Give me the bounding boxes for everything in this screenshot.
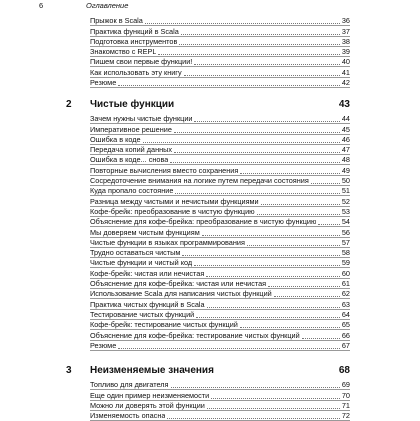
dot-leader bbox=[202, 234, 340, 236]
toc-entry-page: 37 bbox=[341, 26, 350, 36]
dot-leader bbox=[261, 203, 340, 205]
toc-entry-title: Объяснение для кофе-брейка: чистая или нечистая bbox=[90, 280, 267, 289]
chapter-heading[interactable] bbox=[66, 364, 350, 377]
toc-entry-page: 70 bbox=[341, 390, 350, 400]
toc-entry-page: 54 bbox=[341, 217, 350, 227]
toc-entry[interactable] bbox=[90, 299, 350, 309]
toc-entry-title: Тестирование чистых функций bbox=[90, 310, 195, 319]
toc-entry-page: 52 bbox=[341, 196, 350, 206]
toc-chapter-2 bbox=[90, 114, 350, 351]
dot-leader bbox=[194, 120, 339, 122]
toc-entry-title: Объяснение для кофе-брейка: преобразование в чистую функцию bbox=[90, 218, 317, 227]
toc-entry-title: Практика функций в Scala bbox=[90, 27, 179, 36]
dot-leader bbox=[211, 397, 340, 399]
dot-leader bbox=[257, 213, 340, 215]
toc-entry[interactable] bbox=[90, 16, 350, 26]
toc-chapter-3 bbox=[90, 380, 350, 421]
toc-entry-title: Резюме bbox=[90, 341, 117, 350]
toc-entry-page: 72 bbox=[341, 411, 350, 421]
toc-entry-page: 50 bbox=[341, 176, 350, 186]
toc-entry-title: Прыжок в Scala bbox=[90, 17, 143, 26]
dot-leader bbox=[174, 131, 340, 133]
toc-entry-title: Практика чистых функций в Scala bbox=[90, 300, 205, 309]
toc-entry-title: Использование Scala для написания чистых функций bbox=[90, 290, 272, 299]
toc-entry-title: Кофе-брейк: преобразование в чистую функцию bbox=[90, 207, 255, 216]
toc-entry-page: 61 bbox=[341, 279, 350, 289]
toc-entry[interactable] bbox=[90, 37, 350, 47]
toc-entry-title: Сосредоточение внимания на логике путем передачи состояния bbox=[90, 177, 309, 186]
dot-leader bbox=[118, 347, 340, 349]
toc-entry[interactable] bbox=[90, 186, 350, 196]
toc-entry-page: 51 bbox=[341, 186, 350, 196]
chapter-heading[interactable] bbox=[66, 98, 350, 111]
dot-leader bbox=[158, 53, 339, 55]
dot-leader bbox=[171, 386, 340, 388]
toc-entry[interactable] bbox=[90, 57, 350, 67]
page-number: 6 bbox=[39, 1, 44, 10]
dot-leader bbox=[175, 192, 340, 194]
toc-entry[interactable] bbox=[90, 155, 350, 165]
running-title: Оглавление bbox=[86, 1, 129, 10]
toc-entry[interactable] bbox=[90, 135, 350, 145]
toc-entry[interactable] bbox=[90, 145, 350, 155]
toc-entry-page: 69 bbox=[341, 380, 350, 390]
toc-entry-page: 56 bbox=[341, 227, 350, 237]
toc-entry[interactable] bbox=[90, 320, 350, 330]
chapter-number: 2 bbox=[66, 99, 72, 110]
toc-entry[interactable] bbox=[90, 330, 350, 340]
chapter-title: Чистые функции bbox=[90, 99, 175, 110]
dot-leader bbox=[207, 407, 340, 409]
dot-leader bbox=[194, 264, 340, 266]
toc-entry-page: 49 bbox=[341, 165, 350, 175]
toc-entry-page: 44 bbox=[341, 114, 350, 124]
toc-entry-page: 66 bbox=[341, 330, 350, 340]
toc-entry-page: 46 bbox=[341, 134, 350, 144]
toc-entry-title: Изменяемость опасна bbox=[90, 412, 166, 421]
toc-entry[interactable] bbox=[90, 289, 350, 299]
toc-entry-title: Подготовка инструментов bbox=[90, 37, 178, 46]
toc-entry[interactable] bbox=[90, 310, 350, 320]
dot-leader bbox=[240, 326, 340, 328]
toc-entry-title: Чистые функции и чистый код bbox=[90, 259, 193, 268]
toc-entry[interactable] bbox=[90, 411, 350, 421]
dot-leader bbox=[274, 295, 340, 297]
toc-entry[interactable] bbox=[90, 258, 350, 268]
toc-entry-page: 67 bbox=[341, 340, 350, 350]
toc-entry[interactable] bbox=[90, 390, 350, 400]
toc-entry-page: 45 bbox=[341, 124, 350, 134]
toc-entry[interactable] bbox=[90, 227, 350, 237]
dot-leader bbox=[143, 141, 340, 143]
chapter-page: 43 bbox=[338, 99, 350, 110]
dot-leader bbox=[206, 275, 340, 277]
toc-entry-page: 48 bbox=[341, 155, 350, 165]
page-header bbox=[0, 2, 420, 11]
dot-leader bbox=[181, 33, 340, 35]
chapter-title: Неизменяемые значения bbox=[90, 365, 214, 376]
toc-entry-title: Куда пропало состояние bbox=[90, 187, 174, 196]
toc-entry[interactable] bbox=[90, 401, 350, 411]
dot-leader bbox=[302, 337, 340, 339]
toc-entry-title: Кофе-брейк: тестирование чистых функций bbox=[90, 321, 238, 330]
dot-leader bbox=[207, 306, 340, 308]
toc-entry-page: 47 bbox=[341, 145, 350, 155]
toc-entry-title: Топливо для двигателя bbox=[90, 381, 169, 390]
toc-entry[interactable] bbox=[90, 238, 350, 248]
toc-entry-title: Как использовать эту книгу bbox=[90, 68, 182, 77]
toc-entry-title: Резюме bbox=[90, 79, 117, 88]
toc-entry-page: 58 bbox=[341, 248, 350, 258]
toc-entry[interactable] bbox=[90, 114, 350, 124]
chapter-page: 68 bbox=[338, 365, 350, 376]
dot-leader bbox=[196, 316, 340, 318]
toc-entry-page: 40 bbox=[341, 57, 350, 67]
toc-entry-page: 71 bbox=[341, 400, 350, 410]
toc-entry-page: 63 bbox=[341, 299, 350, 309]
toc-entry-page: 38 bbox=[341, 36, 350, 46]
toc-entry-title: Чистые функции в языках программирования bbox=[90, 238, 245, 247]
toc-entry[interactable] bbox=[90, 217, 350, 227]
toc-entry[interactable] bbox=[90, 47, 350, 57]
dot-leader bbox=[179, 43, 340, 45]
toc-entry-title: Разница между чистыми и нечистыми функциями bbox=[90, 197, 259, 206]
toc-entry-page: 62 bbox=[341, 289, 350, 299]
toc-entry-page: 41 bbox=[341, 67, 350, 77]
toc-entry[interactable] bbox=[90, 380, 350, 390]
toc-entry-page: 42 bbox=[341, 78, 350, 88]
toc-entry-page: 60 bbox=[341, 268, 350, 278]
toc-entry-title: Повторные вычисления вместо сохранения bbox=[90, 166, 239, 175]
dot-leader bbox=[174, 151, 340, 153]
toc-entry[interactable] bbox=[90, 279, 350, 289]
toc-entry-title: Трудно оставаться чистым bbox=[90, 249, 181, 258]
toc-entry-title: Еще один пример неизменяемости bbox=[90, 391, 210, 400]
toc-section-1 bbox=[90, 16, 350, 88]
dot-leader bbox=[247, 244, 340, 246]
toc-entry[interactable] bbox=[90, 248, 350, 258]
toc-entry[interactable] bbox=[90, 124, 350, 134]
toc-entry-page: 57 bbox=[341, 237, 350, 247]
toc-entry[interactable] bbox=[90, 26, 350, 36]
dot-leader bbox=[170, 161, 340, 163]
toc-entry-title: Императивное решение bbox=[90, 125, 172, 134]
toc-entry-page: 53 bbox=[341, 206, 350, 216]
toc-entry[interactable] bbox=[90, 67, 350, 77]
toc-entry-title: Ошибка в коде bbox=[90, 135, 141, 144]
toc-entry-title: Зачем нужны чистые функции bbox=[90, 115, 193, 124]
toc-entry-title: Ошибка в коде... снова bbox=[90, 156, 169, 165]
dot-leader bbox=[240, 172, 340, 174]
toc-entry[interactable] bbox=[90, 78, 350, 88]
dot-leader bbox=[145, 22, 340, 24]
dot-leader bbox=[118, 84, 340, 86]
toc-entry-page: 65 bbox=[341, 320, 350, 330]
toc-entry-page: 64 bbox=[341, 309, 350, 319]
dot-leader bbox=[268, 285, 340, 287]
dot-leader bbox=[311, 182, 340, 184]
toc-entry-title: Мы доверяем чистым функциям bbox=[90, 228, 200, 237]
toc-entry-title: Знакомство с REPL bbox=[90, 48, 157, 57]
dot-leader bbox=[184, 74, 340, 76]
toc-entry[interactable] bbox=[90, 207, 350, 217]
toc-entry-page: 39 bbox=[341, 47, 350, 57]
toc-entry-title: Пишем свои первые функции! bbox=[90, 58, 193, 67]
dot-leader bbox=[167, 417, 339, 419]
chapter-number: 3 bbox=[66, 365, 72, 376]
toc-entry-page: 36 bbox=[341, 16, 350, 26]
toc-entry-title: Кофе-брейк: чистая или нечистая bbox=[90, 269, 205, 278]
dot-leader bbox=[182, 254, 339, 256]
toc-entry[interactable] bbox=[90, 165, 350, 175]
toc-entry[interactable] bbox=[90, 341, 350, 351]
toc-entry[interactable] bbox=[90, 196, 350, 206]
toc-entry-title: Объяснение для кофе-брейка: тестирование чистых функций bbox=[90, 331, 300, 340]
toc-entry-title: Передача копий данных bbox=[90, 146, 173, 155]
dot-leader bbox=[194, 63, 340, 65]
toc-entry-title: Можно ли доверять этой функции bbox=[90, 401, 205, 410]
dot-leader bbox=[318, 223, 339, 225]
toc-entry[interactable] bbox=[90, 176, 350, 186]
toc-entry-page: 59 bbox=[341, 258, 350, 268]
toc-entry[interactable] bbox=[90, 268, 350, 278]
